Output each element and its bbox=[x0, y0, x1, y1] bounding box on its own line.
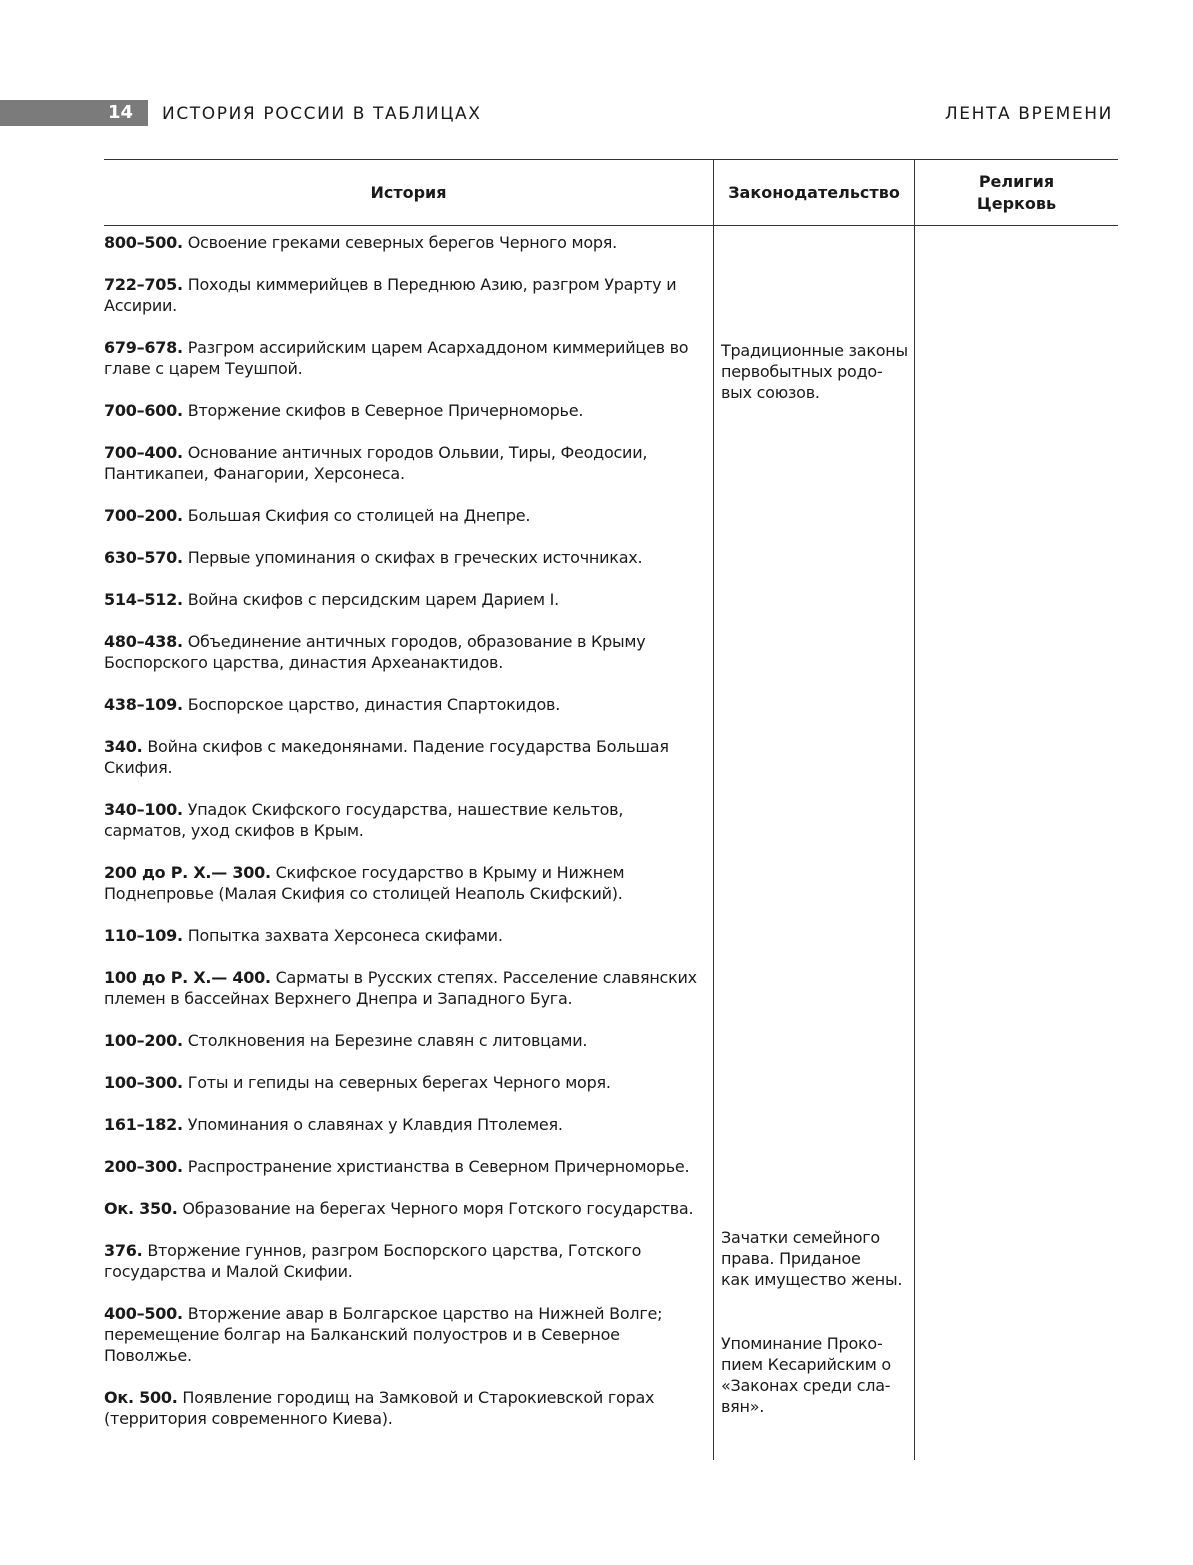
history-entry bbox=[104, 967, 704, 1009]
entry-text: Освоение греками северных берегов Черного моря. bbox=[182, 233, 617, 252]
entry-year: 340. bbox=[104, 737, 143, 756]
history-entry bbox=[104, 589, 704, 610]
history-entry bbox=[104, 799, 704, 841]
entry-year: 700–600. bbox=[104, 401, 183, 420]
entry-year: 800–500. bbox=[104, 233, 183, 252]
entry-text: Первые упоминания о скифах в греческих источниках. bbox=[182, 548, 643, 567]
entry-year: 200–300. bbox=[104, 1157, 183, 1176]
entry-text: Основание античных городов Ольвии, Тиры, Феодосии, Пантикапеи, Фанагории, Херсонеса. bbox=[104, 443, 648, 483]
entry-year: 376. bbox=[104, 1241, 143, 1260]
entry-text: Боспорское царство, династия Спартокидов. bbox=[182, 695, 561, 714]
history-entry bbox=[104, 274, 704, 316]
law-entry: Зачатки семейного права. Приданое как имущество жены. bbox=[721, 1228, 903, 1289]
entry-year: 700–200. bbox=[104, 506, 183, 525]
entry-text: Упоминания о славянах у Клавдия Птолемея. bbox=[182, 1115, 563, 1134]
entry-text: Объединение античных городов, образование в Крыму Боспорского царства, династия Археанактидов. bbox=[104, 632, 646, 672]
entry-text: Распространение христианства в Северном Причерноморье. bbox=[182, 1157, 690, 1176]
entry-text: Образование на берегах Черного моря Готского государства. bbox=[177, 1199, 694, 1218]
entry-year: Ок. 500. bbox=[104, 1388, 178, 1407]
entry-year: 438–109. bbox=[104, 695, 183, 714]
book-title: ИСТОРИЯ РОССИИ В ТАБЛИЦАХ bbox=[162, 104, 482, 124]
entry-text: Попытка захвата Херсонеса скифами. bbox=[182, 926, 503, 945]
entry-text: Скифское государство в Крыму и Нижнем Поднепровье (Малая Скифия со столицей Неаполь Скифский). bbox=[104, 863, 625, 903]
entry-year: 100 до Р. Х.— 400. bbox=[104, 968, 271, 987]
entry-text: Вторжение гуннов, разгром Боспорского царства, Готского государства и Малой Скифии. bbox=[104, 1241, 642, 1281]
entry-text: Готы и гепиды на северных берегах Черного моря. bbox=[182, 1073, 611, 1092]
history-entry bbox=[104, 442, 704, 484]
history-entry bbox=[104, 1114, 704, 1135]
entry-text: Разгром ассирийским царем Асархаддоном киммерийцев во главе с царем Теушпой. bbox=[104, 338, 689, 378]
history-entry bbox=[104, 925, 704, 946]
section-title: ЛЕНТА ВРЕМЕНИ bbox=[944, 104, 1113, 124]
entry-year: 480–438. bbox=[104, 632, 183, 651]
entry-year: 200 до Р. Х.— 300. bbox=[104, 863, 271, 882]
entry-text: Большая Скифия со столицей на Днепре. bbox=[182, 506, 531, 525]
entry-year: 161–182. bbox=[104, 1115, 183, 1134]
entry-year: 100–200. bbox=[104, 1031, 183, 1050]
entry-year: 400–500. bbox=[104, 1304, 183, 1323]
entry-text: Походы киммерийцев в Переднюю Азию, разгром Урарту и Ассирии. bbox=[104, 275, 677, 315]
history-entry bbox=[104, 505, 704, 526]
history-entry bbox=[104, 736, 704, 778]
entry-text: Война скифов с персидским царем Дарием I. bbox=[182, 590, 559, 609]
column-divider bbox=[914, 160, 915, 1460]
history-entry bbox=[104, 337, 704, 379]
entry-text: Вторжение скифов в Северное Причерноморье. bbox=[182, 401, 584, 420]
entry-year: 514–512. bbox=[104, 590, 183, 609]
entry-year: 630–570. bbox=[104, 548, 183, 567]
entry-year: 722–705. bbox=[104, 275, 183, 294]
entry-text: Сарматы в Русских степях. Расселение славянских племен в бассейнах Верхнего Днепра и Западного Буга. bbox=[104, 968, 697, 1008]
history-entry bbox=[104, 1030, 704, 1051]
entry-year: 679–678. bbox=[104, 338, 183, 357]
column-header-religion: Религия Церковь bbox=[976, 171, 1057, 213]
history-column bbox=[104, 232, 704, 1450]
history-entry bbox=[104, 1156, 704, 1177]
law-entry: Традиционные законы первобытных родо- вых союзов. bbox=[721, 341, 908, 402]
column-header-law: Законодательство bbox=[728, 182, 900, 202]
entry-text: Вторжение авар в Болгарское царство на Нижней Волге; перемещение болгар на Балканский полуостров и в Северное Поволжье. bbox=[104, 1304, 663, 1365]
history-entry bbox=[104, 232, 704, 253]
entry-text: Появление городищ на Замковой и Старокиевской горах (территория современного Киева). bbox=[104, 1388, 655, 1428]
column-header-history: История bbox=[370, 182, 447, 202]
history-entry bbox=[104, 547, 704, 568]
entry-text: Упадок Скифского государства, нашествие кельтов, сарматов, уход скифов в Крым. bbox=[104, 800, 624, 840]
entry-year: 110–109. bbox=[104, 926, 183, 945]
entry-text: Столкновения на Березине славян с литовцами. bbox=[182, 1031, 588, 1050]
entry-year: 100–300. bbox=[104, 1073, 183, 1092]
history-entry bbox=[104, 862, 704, 904]
law-entry: Упоминание Проко- пием Кесарийским о «Законах среди сла- вян». bbox=[721, 1334, 891, 1416]
history-entry bbox=[104, 400, 704, 421]
entry-year: 700–400. bbox=[104, 443, 183, 462]
entry-text: Война скифов с македонянами. Падение государства Большая Скифия. bbox=[104, 737, 669, 777]
history-entry bbox=[104, 1072, 704, 1093]
entry-year: Ок. 350. bbox=[104, 1199, 178, 1218]
column-divider bbox=[713, 160, 714, 1460]
table-header-rule bbox=[104, 225, 1118, 226]
history-entry bbox=[104, 1240, 704, 1282]
history-entry bbox=[104, 694, 704, 715]
page-number: 14 bbox=[108, 102, 134, 123]
history-entry bbox=[104, 1198, 704, 1219]
history-entry bbox=[104, 1387, 704, 1429]
entry-year: 340–100. bbox=[104, 800, 183, 819]
history-entry bbox=[104, 631, 704, 673]
history-entry bbox=[104, 1303, 704, 1366]
